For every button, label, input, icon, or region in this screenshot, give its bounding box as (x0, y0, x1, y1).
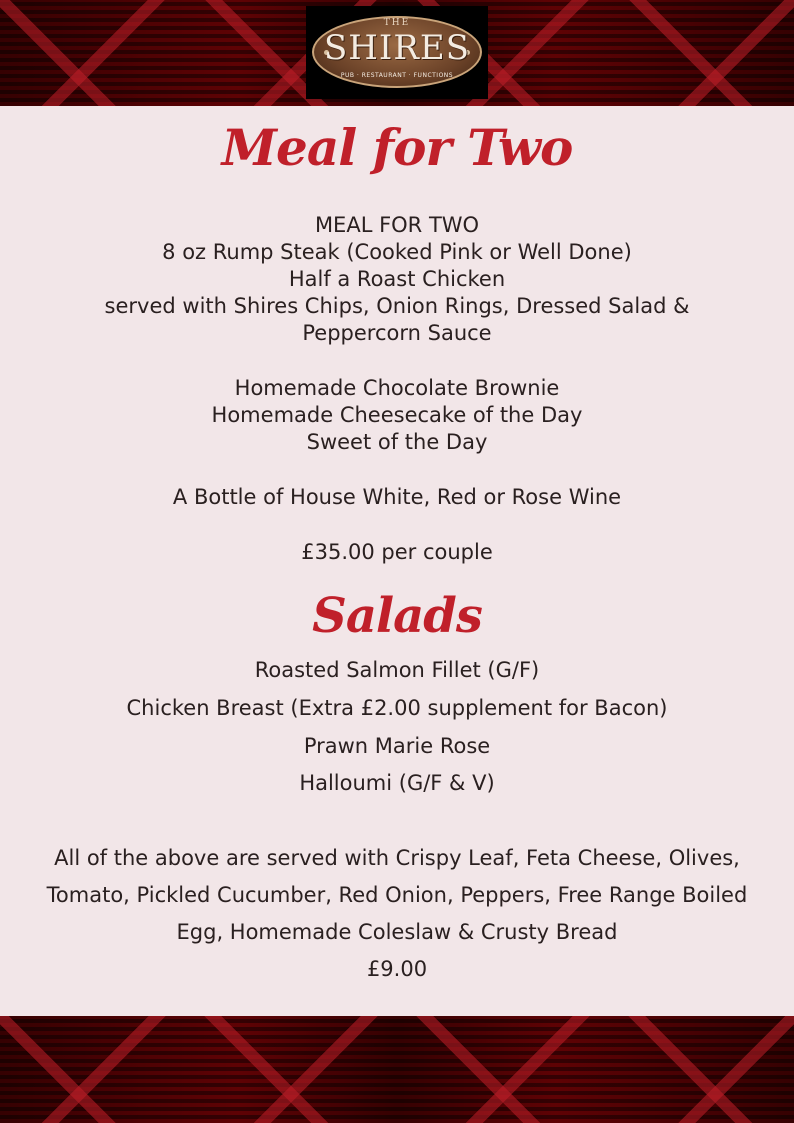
logo-tagline: PUB · RESTAURANT · FUNCTIONS (340, 72, 454, 79)
tartan-footer-band (0, 1016, 794, 1123)
salads-heading: Salads (312, 588, 482, 644)
salad-description-line: All of the above are served with Crispy Leaf, Feta Cheese, Olives, (54, 846, 740, 870)
salad-item: Prawn Marie Rose (303, 734, 491, 758)
salad-item: Chicken Breast (Extra £2.00 supplement for Bacon) (126, 696, 668, 720)
salad-description-line: Tomato, Pickled Cucumber, Red Onion, Peppers, Free Range Boiled (46, 883, 748, 907)
salad-item: Halloumi (G/F & V) (299, 771, 495, 795)
meal-price: £35.00 per couple (301, 540, 493, 564)
salad-price: £9.00 (366, 957, 428, 981)
dessert-line: Homemade Cheesecake of the Day (211, 403, 583, 427)
dessert-line: Sweet of the Day (306, 430, 488, 454)
wine-line: A Bottle of House White, Red or Rose Wine (172, 485, 622, 509)
meal-for-two-heading: Meal for Two (221, 118, 573, 177)
menu-line: Peppercorn Sauce (302, 321, 492, 345)
logo-the-text: THE (383, 18, 411, 28)
dessert-line: Homemade Chocolate Brownie (234, 376, 560, 400)
logo-name-text: SHIRES (323, 28, 471, 68)
salad-description-line: Egg, Homemade Coleslaw & Crusty Bread (176, 920, 618, 944)
menu-line: served with Shires Chips, Onion Rings, Dressed Salad & (104, 294, 690, 318)
shires-logo (306, 6, 488, 99)
salad-item: Roasted Salmon Fillet (G/F) (254, 658, 540, 682)
menu-line: MEAL FOR TWO (314, 213, 480, 237)
menu-line: Half a Roast Chicken (288, 267, 506, 291)
menu-line: 8 oz Rump Steak (Cooked Pink or Well Done) (162, 240, 632, 264)
